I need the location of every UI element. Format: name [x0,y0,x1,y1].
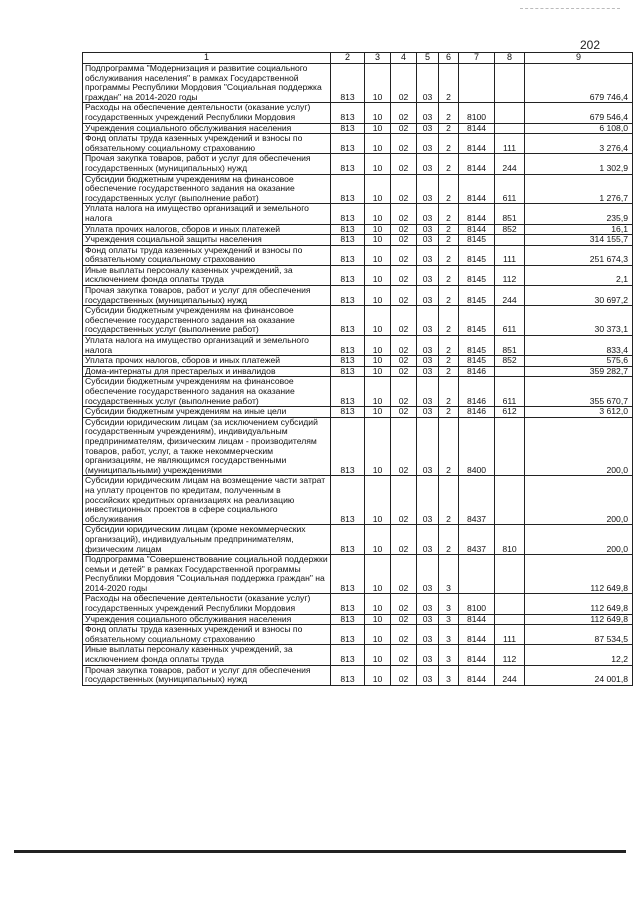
row-subprogram-cell: 3 [439,594,459,614]
row-subprogram-cell: 2 [439,154,459,174]
row-name-cell: Подпрограмма "Модернизация и развитие социального обслуживания населения" в рамках Государственной программы Республики Мордовия "Социальная поддержка граждан" на 2014-2020 годы [83,64,331,103]
row-article-cell: 8144 [459,665,495,685]
row-amount-cell: 679 546,4 [525,103,633,123]
row-name-cell: Уплата налога на имущество организаций и земельного налога [83,336,331,356]
row-expense-type-cell [495,123,525,134]
row-expense-type-cell: 244 [495,286,525,306]
row-amount-cell: 6 108,0 [525,123,633,134]
row-program-cell: 03 [417,224,439,235]
row-subprogram-cell: 2 [439,224,459,235]
row-expense-type-cell: 611 [495,377,525,407]
row-program-cell: 03 [417,417,439,476]
row-ministry-cell: 813 [331,245,365,265]
row-amount-cell: 24 001,8 [525,665,633,685]
row-amount-cell: 2,1 [525,265,633,285]
row-article-cell: 8145 [459,265,495,285]
row-ministry-cell: 813 [331,235,365,246]
row-program-cell: 03 [417,64,439,103]
row-section-cell: 10 [365,174,391,204]
row-ministry-cell: 813 [331,123,365,134]
row-ministry-cell: 813 [331,306,365,336]
row-article-cell: 8144 [459,134,495,154]
row-article-cell: 8146 [459,407,495,418]
row-section-cell: 10 [365,134,391,154]
row-amount-cell: 575,6 [525,356,633,367]
row-subsection-cell: 02 [391,123,417,134]
row-article-cell: 8145 [459,235,495,246]
table-row [83,265,633,285]
col-header-5: 5 [417,53,439,64]
table-row [83,625,633,645]
col-header-9: 9 [525,53,633,64]
row-amount-cell: 355 670,7 [525,377,633,407]
table-row [83,64,633,103]
row-name-cell: Прочая закупка товаров, работ и услуг для обеспечения государственных (муниципальных) нужд [83,154,331,174]
table-row [83,665,633,685]
row-subprogram-cell: 2 [439,103,459,123]
table-row [83,204,633,224]
row-subsection-cell: 02 [391,265,417,285]
row-article-cell: 8144 [459,645,495,665]
row-section-cell: 10 [365,224,391,235]
row-subsection-cell: 02 [391,377,417,407]
row-expense-type-cell [495,417,525,476]
row-name-cell: Фонд оплаты труда казенных учреждений и взносы по обязательному социальному страхованию [83,134,331,154]
row-program-cell: 03 [417,366,439,377]
row-subsection-cell: 02 [391,645,417,665]
row-expense-type-cell [495,103,525,123]
row-ministry-cell: 813 [331,525,365,555]
table-row [83,306,633,336]
row-expense-type-cell: 111 [495,625,525,645]
row-amount-cell: 16,1 [525,224,633,235]
col-header-2: 2 [331,53,365,64]
row-amount-cell: 833,4 [525,336,633,356]
row-article-cell: 8145 [459,336,495,356]
row-subprogram-cell: 2 [439,64,459,103]
row-subprogram-cell: 2 [439,476,459,525]
budget-table [82,52,633,686]
row-subprogram-cell: 2 [439,306,459,336]
table-row [83,476,633,525]
table-row [83,417,633,476]
row-expense-type-cell: 111 [495,134,525,154]
row-article-cell: 8100 [459,103,495,123]
row-name-cell: Субсидии юридическим лицам (кроме некоммерческих организаций), индивидуальным предпринимателям, физическим лицам [83,525,331,555]
row-name-cell: Субсидии юридическим лицам на возмещение части затрат на уплату процентов по кредитам, полученным в российских кредитных организациях на реализацию инвестиционных проектов в сфере социального обслуживания [83,476,331,525]
row-expense-type-cell: 611 [495,174,525,204]
budget-sheet [82,52,632,686]
row-amount-cell: 235,9 [525,204,633,224]
row-subprogram-cell: 2 [439,377,459,407]
row-amount-cell: 200,0 [525,476,633,525]
row-ministry-cell: 813 [331,174,365,204]
row-name-cell: Подпрограмма "Совершенствование социальной поддержки семьи и детей" в рамках Государственной программы Республики Мордовия "Социальная поддержка граждан" на 2014-2020 годы [83,555,331,594]
row-expense-type-cell: 244 [495,154,525,174]
row-section-cell: 10 [365,103,391,123]
row-subsection-cell: 02 [391,525,417,555]
row-name-cell: Прочая закупка товаров, работ и услуг для обеспечения государственных (муниципальных) нужд [83,286,331,306]
table-row [83,174,633,204]
row-amount-cell: 1 276,7 [525,174,633,204]
row-program-cell: 03 [417,123,439,134]
row-name-cell: Расходы на обеспечение деятельности (оказание услуг) государственных учреждений Республики Мордовия [83,103,331,123]
row-subsection-cell: 02 [391,336,417,356]
row-amount-cell: 3 276,4 [525,134,633,154]
row-ministry-cell: 813 [331,476,365,525]
row-article-cell [459,64,495,103]
row-subprogram-cell: 2 [439,174,459,204]
page-number: 202 [580,38,601,52]
row-subsection-cell: 02 [391,306,417,336]
row-expense-type-cell [495,614,525,625]
row-article-cell: 8437 [459,476,495,525]
row-program-cell: 03 [417,665,439,685]
row-ministry-cell: 813 [331,154,365,174]
table-body [83,64,633,686]
row-ministry-cell: 813 [331,224,365,235]
row-subsection-cell: 02 [391,204,417,224]
table-row [83,123,633,134]
row-expense-type-cell [495,594,525,614]
row-name-cell: Фонд оплаты труда казенных учреждений и взносы по обязательному социальному страхованию [83,245,331,265]
row-ministry-cell: 813 [331,64,365,103]
row-subsection-cell: 02 [391,614,417,625]
row-amount-cell: 112 649,8 [525,555,633,594]
row-section-cell: 10 [365,286,391,306]
row-program-cell: 03 [417,525,439,555]
row-amount-cell: 359 282,7 [525,366,633,377]
table-row [83,377,633,407]
table-row [83,286,633,306]
row-article-cell: 8144 [459,154,495,174]
col-header-8: 8 [495,53,525,64]
row-name-cell: Дома-интернаты для престарелых и инвалидов [83,366,331,377]
table-row [83,336,633,356]
row-name-cell: Уплата прочих налогов, сборов и иных платежей [83,224,331,235]
row-program-cell: 03 [417,286,439,306]
row-section-cell: 10 [365,356,391,367]
row-name-cell: Иные выплаты персоналу казенных учреждений, за исключением фонда оплаты труда [83,265,331,285]
table-row [83,555,633,594]
row-name-cell: Прочая закупка товаров, работ и услуг для обеспечения государственных (муниципальных) нужд [83,665,331,685]
row-article-cell: 8145 [459,286,495,306]
table-row [83,407,633,418]
row-ministry-cell: 813 [331,377,365,407]
row-section-cell: 10 [365,625,391,645]
row-amount-cell: 3 612,0 [525,407,633,418]
row-article-cell: 8144 [459,174,495,204]
row-subprogram-cell: 3 [439,665,459,685]
row-name-cell: Субсидии юридическим лицам (за исключением субсидий государственным учреждениям), индивидуальным предпринимателям, физическим лицам - производителям товаров, работ, услуг, а также некоммерческим организациям, не являющимся государственными (муниципальными) учреждениями [83,417,331,476]
row-expense-type-cell [495,235,525,246]
row-amount-cell: 1 302,9 [525,154,633,174]
row-section-cell: 10 [365,614,391,625]
row-subsection-cell: 02 [391,356,417,367]
row-subprogram-cell: 2 [439,265,459,285]
col-header-1: 1 [83,53,331,64]
row-subprogram-cell: 2 [439,204,459,224]
row-subsection-cell: 02 [391,245,417,265]
row-ministry-cell: 813 [331,356,365,367]
row-ministry-cell: 813 [331,407,365,418]
row-section-cell: 10 [365,64,391,103]
row-ministry-cell: 813 [331,103,365,123]
row-amount-cell: 112 649,8 [525,594,633,614]
footer-rule [14,850,626,853]
row-ministry-cell: 813 [331,625,365,645]
row-program-cell: 03 [417,265,439,285]
row-amount-cell: 251 674,3 [525,245,633,265]
row-article-cell [459,555,495,594]
row-section-cell: 10 [365,306,391,336]
row-program-cell: 03 [417,614,439,625]
row-name-cell: Уплата налога на имущество организаций и земельного налога [83,204,331,224]
row-program-cell: 03 [417,555,439,594]
col-header-7: 7 [459,53,495,64]
row-article-cell: 8100 [459,594,495,614]
row-program-cell: 03 [417,476,439,525]
row-program-cell: 03 [417,594,439,614]
row-expense-type-cell: 611 [495,306,525,336]
row-program-cell: 03 [417,306,439,336]
col-header-6: 6 [439,53,459,64]
row-subprogram-cell: 2 [439,356,459,367]
row-section-cell: 10 [365,476,391,525]
table-row [83,154,633,174]
row-program-cell: 03 [417,204,439,224]
row-subprogram-cell: 2 [439,336,459,356]
row-subprogram-cell: 2 [439,525,459,555]
row-name-cell: Расходы на обеспечение деятельности (оказание услуг) государственных учреждений Республики Мордовия [83,594,331,614]
row-ministry-cell: 813 [331,665,365,685]
row-name-cell: Субсидии бюджетным учреждениям на финансовое обеспечение государственного задания на оказание государственных услуг (выполнение работ) [83,306,331,336]
row-expense-type-cell: 111 [495,245,525,265]
table-row [83,235,633,246]
row-amount-cell: 679 746,4 [525,64,633,103]
row-article-cell: 8437 [459,525,495,555]
row-expense-type-cell: 851 [495,204,525,224]
row-name-cell: Учреждения социальной защиты населения [83,235,331,246]
row-program-cell: 03 [417,134,439,154]
row-article-cell: 8145 [459,306,495,336]
row-program-cell: 03 [417,154,439,174]
row-article-cell: 8145 [459,245,495,265]
row-subprogram-cell: 3 [439,645,459,665]
row-program-cell: 03 [417,103,439,123]
row-program-cell: 03 [417,407,439,418]
top-scan-mark [520,8,620,9]
row-article-cell: 8146 [459,377,495,407]
row-section-cell: 10 [365,235,391,246]
row-name-cell: Уплата прочих налогов, сборов и иных платежей [83,356,331,367]
row-subsection-cell: 02 [391,286,417,306]
row-subprogram-cell: 2 [439,366,459,377]
row-ministry-cell: 813 [331,417,365,476]
row-subsection-cell: 02 [391,224,417,235]
row-subprogram-cell: 3 [439,625,459,645]
row-amount-cell: 314 155,7 [525,235,633,246]
row-program-cell: 03 [417,645,439,665]
row-program-cell: 03 [417,356,439,367]
row-amount-cell: 30 373,1 [525,306,633,336]
row-subsection-cell: 02 [391,154,417,174]
table-row [83,525,633,555]
row-name-cell: Субсидии бюджетным учреждениям на финансовое обеспечение государственного задания на оказание государственных услуг (выполнение работ) [83,377,331,407]
table-row [83,594,633,614]
row-name-cell: Субсидии бюджетным учреждениям на иные цели [83,407,331,418]
row-ministry-cell: 813 [331,286,365,306]
row-section-cell: 10 [365,154,391,174]
col-header-3: 3 [365,53,391,64]
row-ministry-cell: 813 [331,645,365,665]
row-expense-type-cell: 852 [495,356,525,367]
row-section-cell: 10 [365,525,391,555]
row-article-cell: 8145 [459,356,495,367]
row-section-cell: 10 [365,336,391,356]
row-subprogram-cell: 3 [439,555,459,594]
row-expense-type-cell: 612 [495,407,525,418]
row-subsection-cell: 02 [391,476,417,525]
table-row [83,645,633,665]
table-row [83,103,633,123]
row-program-cell: 03 [417,245,439,265]
row-expense-type-cell [495,476,525,525]
row-program-cell: 03 [417,174,439,204]
row-section-cell: 10 [365,665,391,685]
row-amount-cell: 30 697,2 [525,286,633,306]
row-ministry-cell: 813 [331,265,365,285]
row-name-cell: Субсидии бюджетным учреждениям на финансовое обеспечение государственного задания на оказание государственных услуг (выполнение работ) [83,174,331,204]
row-subprogram-cell: 2 [439,245,459,265]
row-section-cell: 10 [365,123,391,134]
row-subsection-cell: 02 [391,174,417,204]
row-subprogram-cell: 2 [439,235,459,246]
row-section-cell: 10 [365,417,391,476]
row-subsection-cell: 02 [391,555,417,594]
row-name-cell: Учреждения социального обслуживания населения [83,614,331,625]
row-expense-type-cell [495,64,525,103]
table-row [83,366,633,377]
row-article-cell: 8144 [459,614,495,625]
row-program-cell: 03 [417,377,439,407]
row-ministry-cell: 813 [331,204,365,224]
row-amount-cell: 87 534,5 [525,625,633,645]
row-article-cell: 8144 [459,224,495,235]
row-subsection-cell: 02 [391,665,417,685]
row-article-cell: 8144 [459,123,495,134]
row-section-cell: 10 [365,377,391,407]
row-expense-type-cell: 244 [495,665,525,685]
row-ministry-cell: 813 [331,366,365,377]
row-amount-cell: 112 649,8 [525,614,633,625]
row-name-cell: Учреждения социального обслуживания населения [83,123,331,134]
row-subprogram-cell: 2 [439,123,459,134]
row-article-cell: 8400 [459,417,495,476]
row-article-cell: 8144 [459,204,495,224]
row-ministry-cell: 813 [331,614,365,625]
row-expense-type-cell [495,555,525,594]
row-expense-type-cell [495,366,525,377]
table-row [83,245,633,265]
row-expense-type-cell: 112 [495,265,525,285]
table-row [83,224,633,235]
row-subsection-cell: 02 [391,64,417,103]
row-subsection-cell: 02 [391,366,417,377]
row-ministry-cell: 813 [331,555,365,594]
table-row [83,356,633,367]
row-subsection-cell: 02 [391,594,417,614]
row-ministry-cell: 813 [331,594,365,614]
row-article-cell: 8146 [459,366,495,377]
row-amount-cell: 12,2 [525,645,633,665]
row-subsection-cell: 02 [391,103,417,123]
row-section-cell: 10 [365,407,391,418]
row-expense-type-cell: 810 [495,525,525,555]
row-ministry-cell: 813 [331,134,365,154]
table-row [83,614,633,625]
row-subprogram-cell: 2 [439,417,459,476]
row-expense-type-cell: 112 [495,645,525,665]
row-section-cell: 10 [365,265,391,285]
row-section-cell: 10 [365,594,391,614]
row-section-cell: 10 [365,204,391,224]
col-header-4: 4 [391,53,417,64]
row-section-cell: 10 [365,555,391,594]
column-number-header [83,53,633,64]
row-subprogram-cell: 2 [439,407,459,418]
table-row [83,134,633,154]
row-ministry-cell: 813 [331,336,365,356]
row-subsection-cell: 02 [391,625,417,645]
row-subsection-cell: 02 [391,235,417,246]
row-subprogram-cell: 3 [439,614,459,625]
row-program-cell: 03 [417,625,439,645]
row-subsection-cell: 02 [391,417,417,476]
row-subprogram-cell: 2 [439,286,459,306]
row-program-cell: 03 [417,235,439,246]
row-amount-cell: 200,0 [525,525,633,555]
row-subprogram-cell: 2 [439,134,459,154]
row-amount-cell: 200,0 [525,417,633,476]
row-subsection-cell: 02 [391,407,417,418]
row-section-cell: 10 [365,645,391,665]
row-expense-type-cell: 852 [495,224,525,235]
row-expense-type-cell: 851 [495,336,525,356]
row-section-cell: 10 [365,366,391,377]
row-article-cell: 8144 [459,625,495,645]
row-section-cell: 10 [365,245,391,265]
row-name-cell: Иные выплаты персоналу казенных учреждений, за исключением фонда оплаты труда [83,645,331,665]
row-name-cell: Фонд оплаты труда казенных учреждений и взносы по обязательному социальному страхованию [83,625,331,645]
row-program-cell: 03 [417,336,439,356]
row-subsection-cell: 02 [391,134,417,154]
